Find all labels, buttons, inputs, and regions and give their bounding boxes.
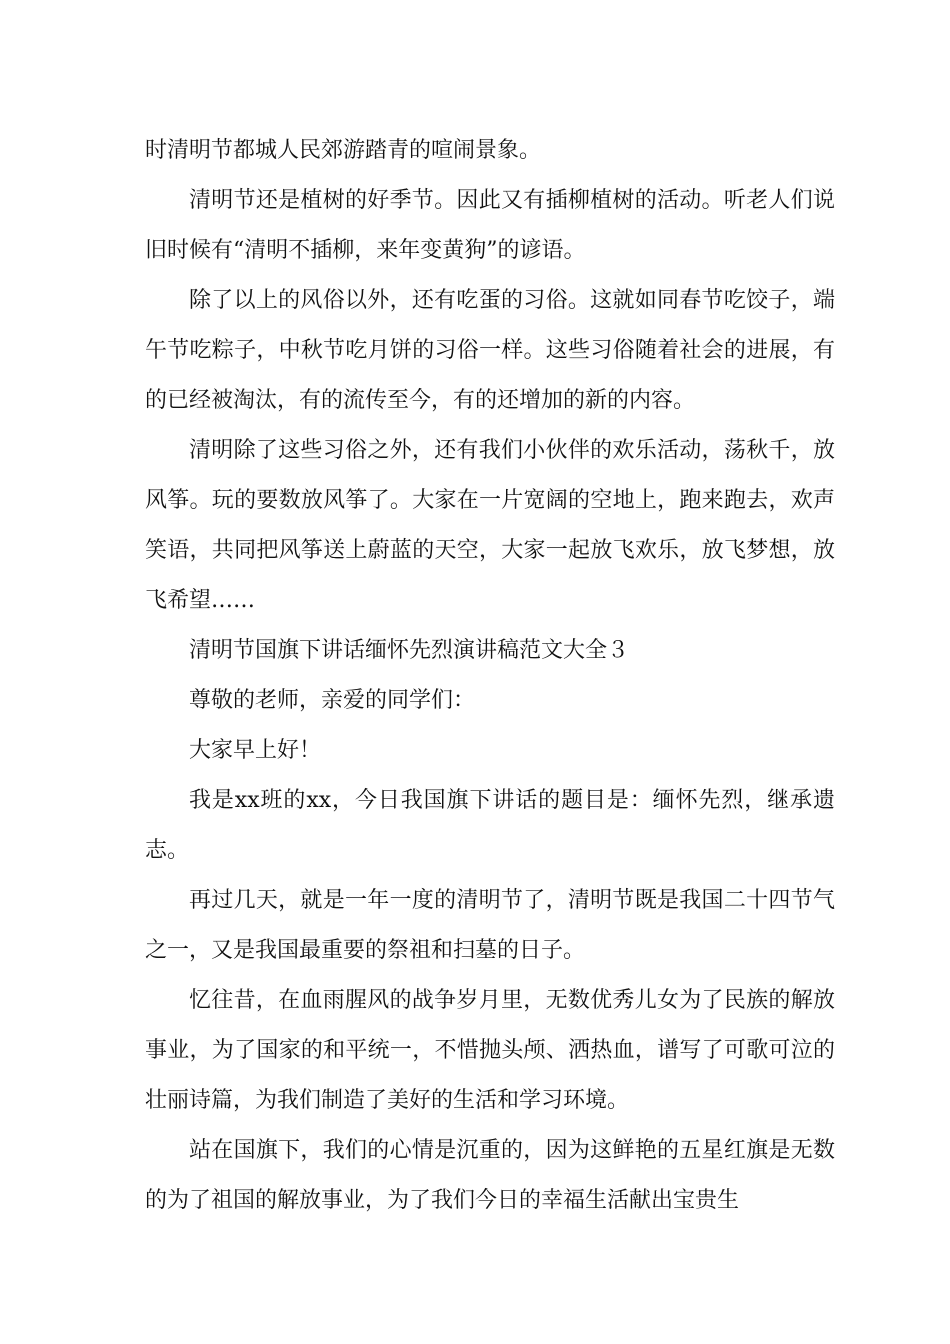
- paragraph-11: 站在国旗下，我们的心情是沉重的，因为这鲜艳的五星红旗是无数的为了祖国的解放事业，为了我们今日的幸福生活献出宝贵生: [145, 1138, 835, 1213]
- paragraph-10: 忆往昔，在血雨腥风的战争岁月里，无数优秀儿女为了民族的解放事业，为了国家的和平统一，不惜抛头颅、洒热血，谱写了可歌可泣的壮丽诗篇，为我们制造了美好的生活和学习环境。: [145, 988, 835, 1113]
- paragraph-4: 清明除了这些习俗之外，还有我们小伙伴的欢乐活动，荡秋千，放风筝。玩的要数放风筝了。大家在一片宽阔的空地上，跑来跑去，欢声笑语，共同把风筝送上蔚蓝的天空，大家一起放飞欢乐，放飞梦想，放飞希望……: [145, 438, 835, 613]
- greeting: 大家早上好！: [189, 738, 322, 763]
- paragraph-2: 清明节还是植树的好季节。因此又有插柳植树的活动。听老人们说旧时候有“清明不插柳，来年变黄狗”的谚语。: [145, 188, 835, 263]
- document-body: [145, 126, 835, 1226]
- salutation: 尊敬的老师，亲爱的同学们：: [189, 688, 476, 713]
- paragraph-8: 我是xx班的xx，今日我国旗下讲话的题目是：缅怀先烈，继承遗志。: [145, 788, 835, 863]
- paragraph-1: 时清明节都城人民郊游踏青的喧闹景象。: [145, 138, 542, 163]
- section-heading: 清明节国旗下讲话缅怀先烈演讲稿范文大全３: [189, 638, 630, 663]
- paragraph-9: 再过几天，就是一年一度的清明节了，清明节既是我国二十四节气之一，又是我国最重要的祭祖和扫墓的日子。: [145, 888, 835, 963]
- paragraph-3: 除了以上的风俗以外，还有吃蛋的习俗。这就如同春节吃饺子，端午节吃粽子，中秋节吃月饼的习俗一样。这些习俗随着社会的进展，有的已经被淘汰，有的流传至今，有的还增加的新的内容。: [145, 288, 835, 413]
